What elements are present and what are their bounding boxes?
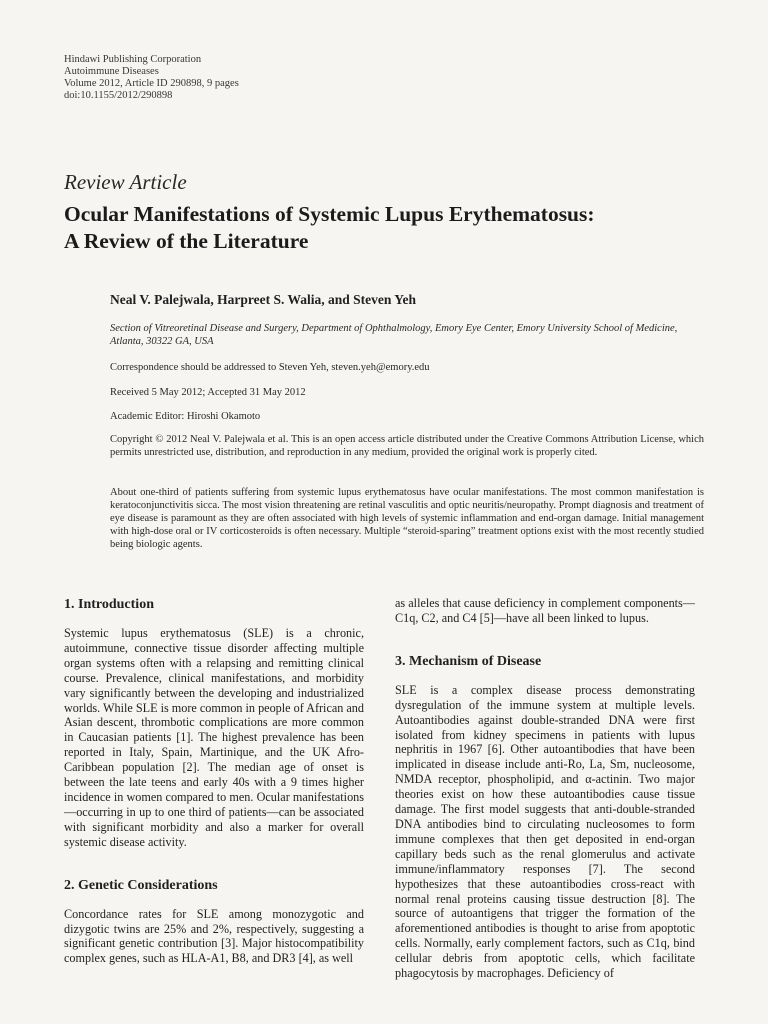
copyright-notice: Copyright © 2012 Neal V. Palejwala et al. This is an open access article distributed under the Creative Commons Attribution License, which permits unrestricted use, distribution, and reproduction in any medium, provided the original work is properly cited. [110, 434, 704, 458]
author-list: Neal V. Palejwala, Harpreet S. Walia, and Steven Yeh [110, 292, 417, 307]
article-type: Review Article [64, 170, 187, 194]
article-title [64, 201, 724, 255]
volume-info: Volume 2012, Article ID 290898, 9 pages [64, 78, 239, 89]
correspondence: Correspondence should be addressed to Steven Yeh, steven.yeh@emory.edu [110, 362, 430, 373]
abstract: About one-third of patients suffering from systemic lupus erythematosus have ocular manifestations. The most common manifestation is keratoconjunctivitis sicca. The most vision threatening are retinal vasculitis and optic neuritis/neuropathy. Prompt diagnosis and treatment of eye disease is paramount as they are often associated with high levels of systemic inflammation and end-organ damage. Initial management with high-dose oral or IV corticosteroids is often necessary. Multiple “steroid-sparing” treatment options exist with the most recently studied being biologic agents. [110, 487, 704, 550]
journal-name: Autoimmune Diseases [64, 66, 159, 77]
mechanism-paragraph: SLE is a complex disease process demonstrating dysregulation of the immune system at multiple levels. Autoantibodies against double-stranded DNA were first isolated from kidney specimens in patients with lupus nephritis in 1967 [6]. Other autoantibodies that have been implicated in disease include anti-Ro, La, Sm, nucleosome, NMDA receptor, phospholipid, and α-actinin. Two major theories exist on how these autoantibodies cause tissue damage. The first model suggests that anti-double-stranded DNA antibodies bind to circulating nucleosomes to form immune complexes that then get deposited in end-organ capillary beds such as the renal glomerulus and activate immune/inflammatory responses [7]. The second hypothesizes that these autoantibodies cross-react with normal renal proteins causing tissue destruction [8]. The source of autoantigens that trigger the formation of the aforementioned antibodies is thought to arise from apoptotic cells. Normally, early complement factors, such as C1q, bind cellular debris from apoptotic cells, which facilitate phagocytosis by macrophages. Deficiency of [395, 682, 695, 981]
right-column [395, 596, 695, 981]
affiliation: Section of Vitreoretinal Disease and Surgery, Department of Ophthalmology, Emory Eye Center, Emory University School of Medicine, Atlanta, 30322 GA, USA [110, 323, 678, 347]
title-line-2: A Review of the Literature [64, 229, 309, 253]
received-dates: Received 5 May 2012; Accepted 31 May 2012 [110, 387, 306, 398]
section-heading-mechanism: 3. Mechanism of Disease [395, 653, 542, 669]
genetic-paragraph-continued: as alleles that cause deficiency in complement components—C1q, C2, and C4 [5]—have all been linked to lupus. [395, 596, 695, 625]
journal-masthead [64, 54, 239, 102]
publisher-name: Hindawi Publishing Corporation [64, 54, 202, 65]
academic-editor: Academic Editor: Hiroshi Okamoto [110, 411, 261, 422]
doi: doi:10.1155/2012/290898 [64, 90, 173, 101]
left-column [64, 596, 364, 966]
title-line-1: Ocular Manifestations of Systemic Lupus Erythematosus: [64, 202, 595, 226]
section-heading-genetic: 2. Genetic Considerations [64, 877, 218, 893]
introduction-paragraph: Systemic lupus erythematosus (SLE) is a chronic, autoimmune, connective tissue disorder affecting multiple organ systems often with a relapsing and remitting clinical course. Prevalence, clinical manifestations, and morbidity vary significantly between the developing and industrialized worlds. While SLE is more common in people of African and Asian descent, thrombotic complications are more common in Caucasian patients [1]. The highest prevalence has been reported in Italy, Spain, Martinique, and the UK Afro-Caribbean population [2]. The median age of onset is between the late teens and early 40s with a 9 times higher incidence in women compared to men. Ocular manifestations—occurring in up to one third of patients—can be associated with significant morbidity and also a marker for overall systemic disease activity. [64, 626, 364, 849]
genetic-paragraph: Concordance rates for SLE among monozygotic and dizygotic twins are 25% and 2%, respectively, suggesting a significant genetic contribution [3]. Major histocompatibility complex genes, such as HLA-A1, B8, and DR3 [4], as well [64, 906, 364, 966]
section-heading-introduction: 1. Introduction [64, 597, 154, 612]
